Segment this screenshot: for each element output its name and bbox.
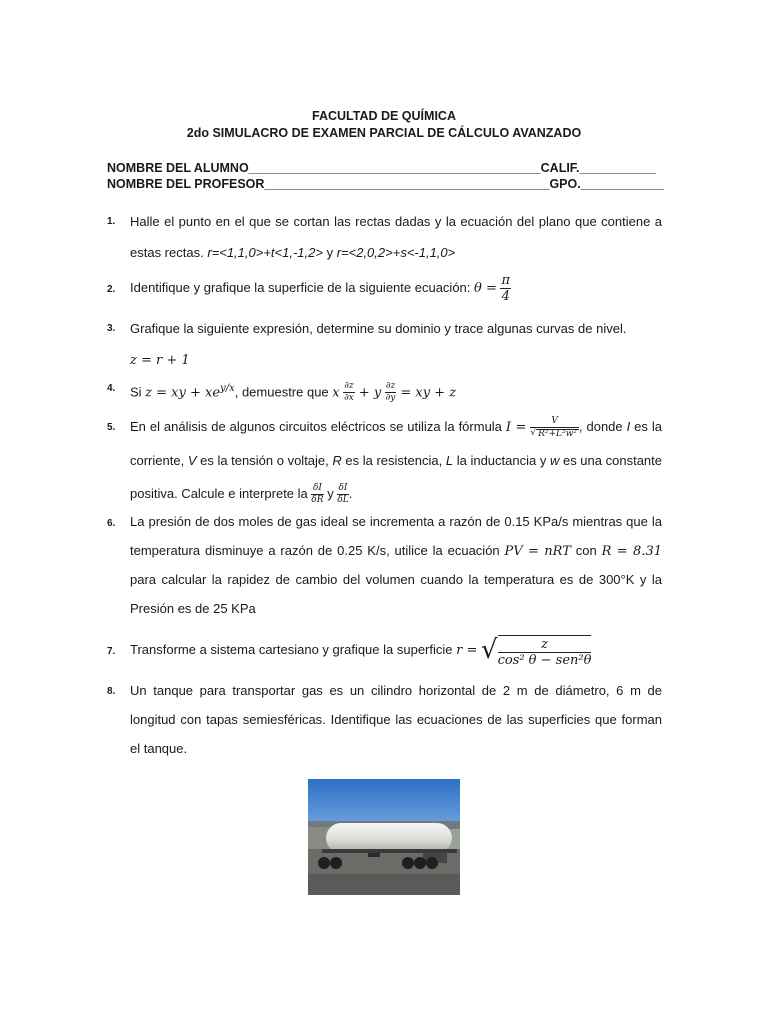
q5-text-f: la inductancia y — [453, 453, 550, 468]
question-number: 1. — [107, 216, 116, 227]
question-text — [130, 410, 662, 510]
question-number: 4. — [107, 383, 116, 394]
frac-den: cos² θ − sen²θ — [497, 652, 592, 668]
question-text — [130, 313, 662, 376]
frac-den: 4 — [501, 289, 510, 305]
question-number: 6. — [107, 518, 116, 529]
student-name-field[interactable]: NOMBRE DEL ALUMNO__________________________________________CALIF.___________ — [107, 161, 656, 175]
q7-fraction — [498, 635, 592, 667]
tanker-truck-photo — [308, 779, 460, 895]
exp-x: x — [229, 383, 235, 394]
line-r1: r=<1,1,0>+t<1,-1,2> — [207, 245, 323, 260]
q5-text-g: es una constante positiva. Calcule e interprete la — [130, 453, 662, 501]
var-V: V — [187, 453, 197, 468]
frac-num: δI — [338, 483, 348, 494]
q3-equation: z = r + 1 — [130, 353, 190, 368]
ideal-gas-eq: PV = nRT — [504, 543, 571, 559]
q6-text-a: La presión de dos moles de gas ideal se incrementa a razón de 0.15 KPa/s mientras que la temperatura disminuye a razón de 0.25 K/s, utilice la ecuación — [130, 514, 662, 558]
question-text: Si z = xy + $xe^{y/x}$, demuestre que x $\frac{\partial z}{\partial x}$ + y $\frac{\partial z}{\partial y}$ = xy + z — [130, 381, 457, 404]
q1-conj: y — [322, 245, 337, 260]
r-equals: r = — [456, 643, 478, 658]
theta-lhs: θ = — [474, 281, 497, 296]
r-constant: R = 8.31 — [601, 543, 662, 559]
faculty-title: FACULTAD DE QUÍMICA — [312, 109, 456, 123]
tanker-truck-icon — [308, 779, 460, 895]
q5-end: . — [348, 486, 353, 501]
line-r2: r=<2,0,2>+s<-1,1,0> — [336, 245, 456, 260]
frac-num: π — [501, 273, 511, 289]
coef-x: x — [332, 385, 340, 401]
q4-si: Si — [130, 384, 146, 400]
professor-name-field[interactable]: NOMBRE DEL PROFESOR_________________________________________GPO.____________ — [107, 177, 665, 191]
q2-text: Identifique y grafique la superficie de la siguiente ecuación: — [130, 280, 474, 295]
q5-text-c: es la corriente, — [130, 419, 662, 468]
frac-den: δR — [311, 495, 324, 506]
exam-title: 2do SIMULACRO DE EXAMEN PARCIAL DE CÁLCULO AVANZADO — [186, 126, 582, 140]
q5-text-a: En el análisis de algunos circuitos eléctricos se utiliza la fórmula — [130, 419, 506, 434]
question-number: 7. — [107, 646, 116, 657]
frac-num: V — [530, 417, 579, 428]
question-number: 2. — [107, 284, 116, 295]
question-number: 8. — [107, 686, 116, 697]
plus: + — [354, 385, 374, 401]
frac-den: ∂y — [385, 393, 396, 404]
dz-dx — [343, 382, 354, 403]
pi-over-4 — [500, 274, 511, 303]
frac-den: δL — [337, 495, 349, 506]
exam-header — [0, 108, 768, 142]
q7-text: Transforme a sistema cartesiano y grafique la superficie — [130, 642, 457, 657]
frac-num: z — [498, 638, 592, 653]
frac-den: ∂x — [344, 393, 354, 404]
q3-text: Grafique la siguiente expresión, determine su dominio y trace algunas curvas de nivel. — [130, 321, 627, 336]
question-number: 3. — [107, 323, 116, 334]
question-text — [130, 206, 662, 268]
formula-I: $\frac{V}{\text{√ R²+L²w²}}$ — [530, 415, 577, 439]
coef-y: y — [373, 385, 382, 401]
dz-dy — [385, 382, 396, 403]
q1-text: Halle el punto en el que se cortan las rectas dadas y la ecuación del plano que contiene a estas rectas. — [130, 214, 662, 260]
frac-num: δI — [312, 483, 322, 494]
question-text — [130, 634, 662, 667]
q5-text-e: es la resistencia, — [341, 453, 446, 468]
q4-rhs: = xy + z — [396, 385, 457, 401]
question-number: 5. — [107, 422, 116, 433]
question-text — [130, 508, 662, 623]
question-text — [130, 272, 662, 304]
exp-y: y — [220, 383, 226, 394]
question-text: Un tanque para transportar gas es un cilindro horizontal de 2 m de diámetro, 6 m de longitud con tapas semiesféricas. Identifique las ecuaciones de las superficies que forman el tanque. — [130, 683, 662, 756]
frac-den: R²+L²w² — [538, 428, 577, 439]
var-w: w — [549, 453, 560, 468]
q5-text-b: , donde — [578, 419, 627, 434]
dI-dL — [337, 484, 348, 505]
dI-dR — [311, 484, 323, 505]
var-I: I — [626, 419, 631, 434]
student-fields — [107, 160, 667, 192]
frac-num: ∂z — [385, 381, 396, 392]
var-L: L — [445, 453, 454, 468]
frac-num: ∂z — [344, 381, 354, 392]
q5-y: y — [323, 486, 338, 501]
sqrt-icon: √ — [480, 635, 498, 666]
q6-text-b: para calcular la rapidez de cambio del volumen cuando la temperatura es de 300°K y la Presión es de 25 KPa — [130, 572, 662, 616]
var-R: R — [332, 453, 342, 468]
q6-con: con — [570, 542, 602, 558]
q4-mid: , demuestre que — [234, 384, 333, 400]
q4-equation: z = xy + xe — [145, 385, 221, 401]
I-equals: I = — [505, 420, 527, 435]
q5-text-d: es la tensión o voltaje, — [196, 453, 333, 468]
